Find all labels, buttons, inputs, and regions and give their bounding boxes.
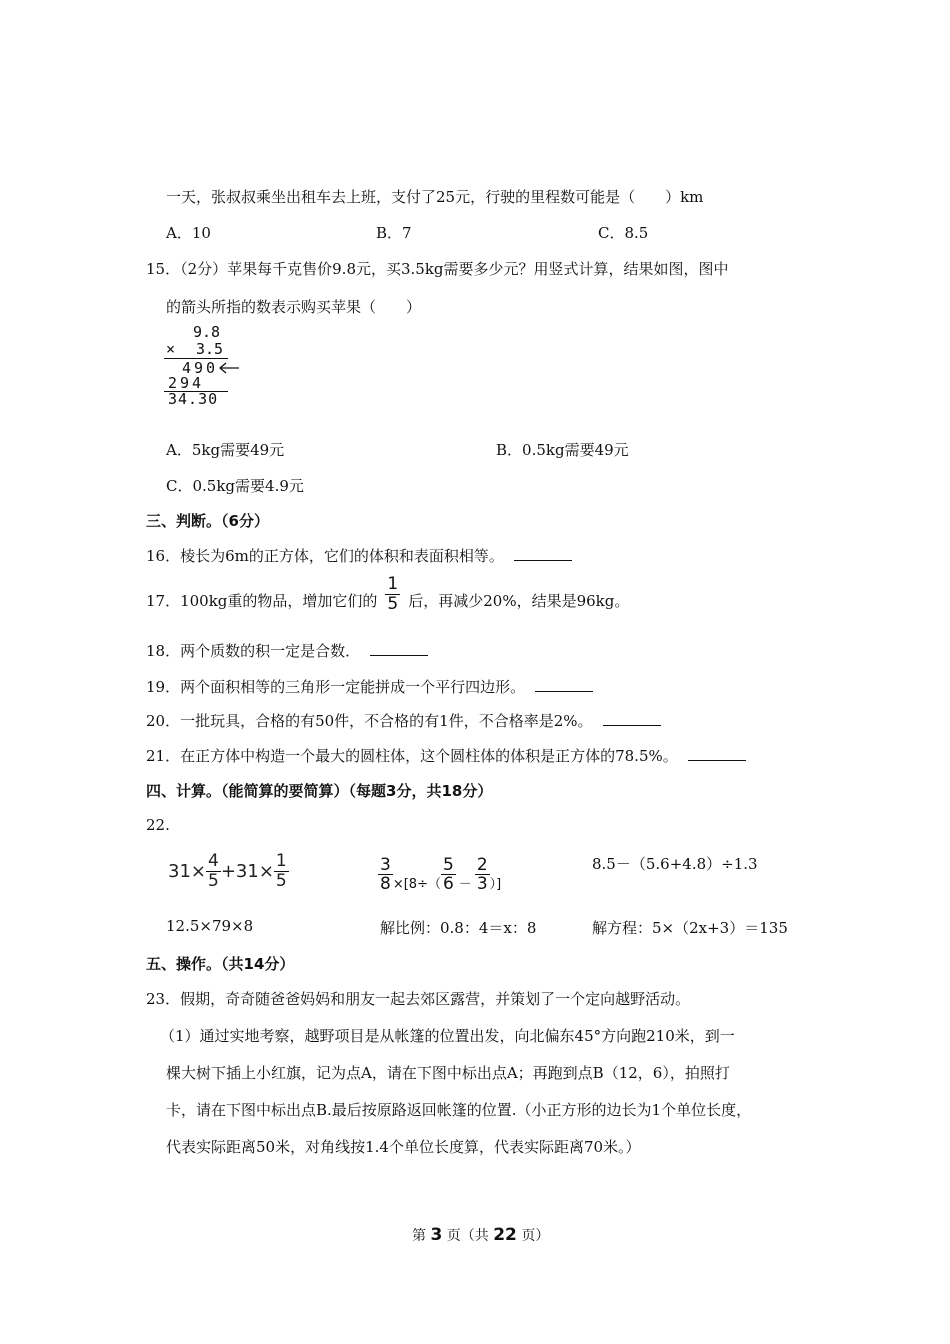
q23-paragraph-line-3: 卡，请在下图中标出点B.最后按原路返回帐篷的位置.（小正方形的边长为1个单位长度， [166,1101,752,1119]
q22-expr-4: 12.5×79×8 [166,917,254,935]
fraction-numerator: 1 [387,573,399,594]
section-4-title: 四、计算。（能简算的要简算）（每题3分，共18分） [146,782,493,800]
calc-partial-2: 294 [168,374,205,392]
q22-expr-1 [168,848,289,894]
q21-text: 21．在正方体中构造一个最大的圆柱体，这个圆柱体的体积是正方体的78.5%。 [146,747,678,765]
expr2-fraction-1 [378,856,393,894]
calc-multiplicand: 9.8 [193,323,221,341]
q15-line1: 15．（2分）苹果每千克售价9.8元，买3.5kg需要多少元？用竖式计算，结果如图，图中 [146,260,729,278]
fraction-denominator: 5 [208,870,219,891]
answer-blank[interactable] [688,746,746,761]
expr2-fraction-3 [475,856,490,894]
expr2-minus: － [458,877,472,892]
expr1-part-a: 31× [168,860,206,882]
expr1-fraction-1 [206,852,221,890]
q16 [146,545,572,566]
fraction-denominator: 5 [387,593,399,614]
fraction-numerator: 5 [442,854,454,875]
q23-intro: 23．假期，奇奇随爸爸妈妈和朋友一起去郊区露营，并策划了一个定向越野活动。 [146,990,691,1008]
q18-text: 18．两个质数的积一定是合数． [146,642,361,660]
q15-option-a: A．5kg需要49元 [166,441,285,459]
calc-times-sign: × [166,340,176,358]
q19 [146,676,593,697]
q20-text: 20．一批玩具，合格的有50件，不合格的有1件，不合格率是2%。 [146,712,593,730]
q22-expr-6: 解方程：5×（2x+3）＝135 [592,919,788,937]
expr2-mid: ×[8÷（ [392,877,441,892]
expr2-fraction-2 [441,856,456,894]
footer-pre: 第 [412,1228,426,1244]
vertical-multiplication [160,320,250,410]
q17 [146,573,630,622]
q15-line2: 的箭头所指的数表示购买苹果（ ） [166,298,422,316]
fraction-numerator: 4 [208,850,219,871]
fraction-denominator: 5 [275,870,287,891]
calc-product: 34.30 [168,390,219,408]
fraction-numerator: 3 [380,854,391,875]
fraction-denominator: 8 [380,874,391,895]
expr2-end: ）] [489,877,502,892]
arrow-left-icon [218,362,240,374]
q22-expr-3: 8.5－（5.6+4.8）÷1.3 [592,855,758,873]
footer-page-number: 3 [430,1225,443,1245]
answer-blank[interactable] [514,546,572,561]
q14-option-c: C．8.5 [598,224,649,242]
q19-text: 19．两个面积相等的三角形一定能拼成一个平行四边形。 [146,678,526,696]
fraction-numerator: 2 [476,854,488,875]
q14-text: 一天，张叔叔乘坐出租车去上班，支付了25元，行驶的里程数可能是（ ）km [166,188,704,206]
answer-blank[interactable] [535,677,593,692]
footer-total-pages: 22 [493,1225,517,1245]
answer-blank[interactable] [370,641,428,656]
q20 [146,710,661,731]
calc-multiplier: 3.5 [196,340,224,358]
q14-option-a: A．10 [166,224,211,242]
q22-expr-5: 解比例：0.8：4＝x：8 [380,919,537,937]
q15-option-c: C．0.5kg需要4.9元 [166,477,304,495]
calc-partial-1: 490 [182,359,219,377]
q17-text-post: 后，再减少20%，结果是96kg。 [408,591,630,610]
q17-text-pre: 17．100kg重的物品，增加它们的 [146,591,378,610]
q23-paragraph-line-1: （1）通过实地考察，越野项目是从帐篷的位置出发，向北偏东45°方向跑210米，到一 [160,1027,735,1045]
expr1-fraction-2 [274,852,289,890]
footer-mid: 页（共 [446,1228,489,1244]
q22-label: 22. [146,816,170,834]
fraction-denominator: 6 [442,874,454,895]
section-5-title: 五、操作。（共14分） [146,955,295,973]
q22-expr-2 [378,848,501,894]
q16-text: 16．棱长为6m的正方体，它们的体积和表面积相等。 [146,547,504,565]
fraction-denominator: 3 [476,874,488,895]
page-footer [412,1225,549,1245]
answer-blank[interactable] [603,711,661,726]
section-3-title: 三、判断。（6分） [146,512,269,530]
q21 [146,745,746,766]
q14-option-b: B．7 [376,224,412,242]
footer-post: 页） [521,1228,550,1244]
q23-paragraph-line-2: 棵大树下插上小红旗，记为点A，请在下图中标出点A；再跑到点B（12，6），拍照打 [166,1064,730,1082]
q23-paragraph-line-4: 代表实际距离50米，对角线按1.4个单位长度算，代表实际距离70米。） [166,1138,641,1156]
fraction-numerator: 1 [275,850,287,871]
expr1-part-b: +31× [220,860,274,882]
q18 [146,640,428,661]
q15-option-b: B．0.5kg需要49元 [496,441,629,459]
fraction-one-fifth [385,575,400,613]
